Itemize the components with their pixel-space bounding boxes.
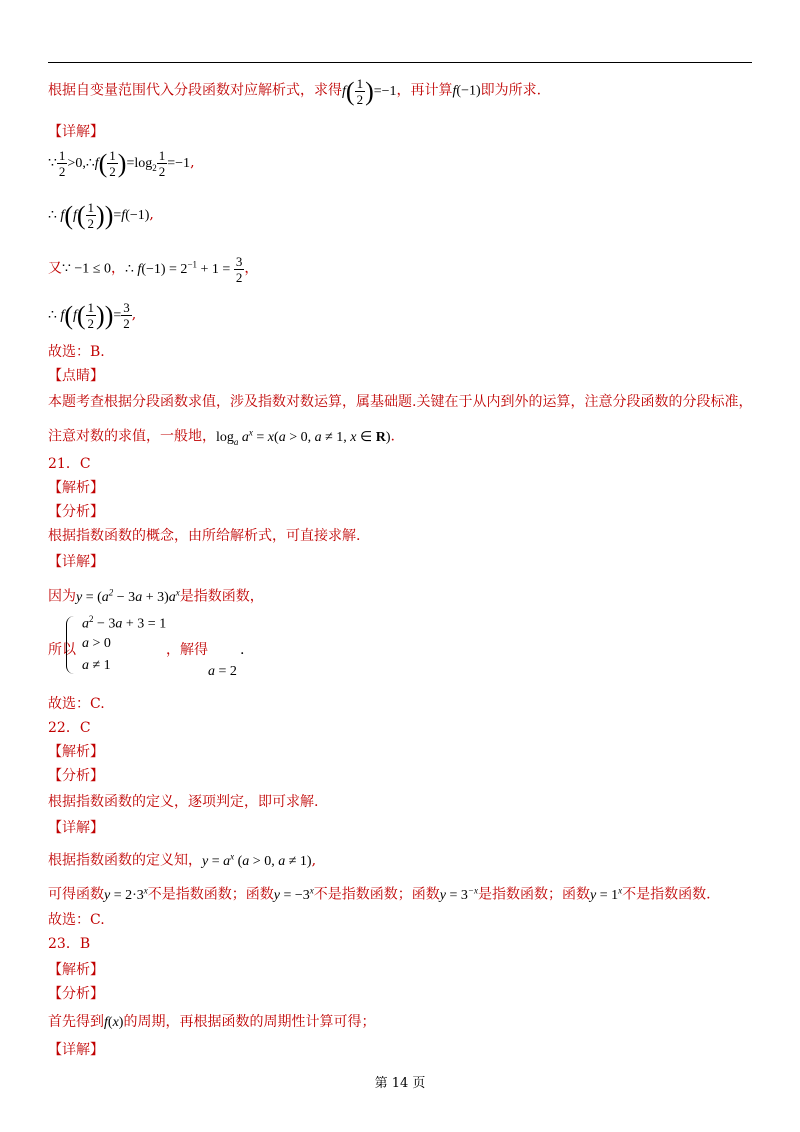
text: 根据指数函数的定义知， bbox=[48, 852, 202, 869]
math-line-3: 又∵ −1 ≤ 0，∴ $f(-1) = 2^{-1} + 1$ = $\frac{3}{2}$ ， bbox=[48, 254, 259, 285]
header-rule bbox=[48, 62, 752, 63]
formula-y4: $y = 1^x$ bbox=[590, 885, 623, 903]
formula-exp-def: $y = a^x$ (a > 0, a ≠ 1) bbox=[202, 851, 312, 869]
text: 根据自变量范围代入分段函数对应解析式，求得 bbox=[48, 82, 342, 99]
question-21-answer: 21．C bbox=[48, 456, 91, 472]
math-line-4: ∴ f(f( $\frac{1}{2}$ ))= $\frac{3}{2}$ , bbox=[48, 300, 137, 331]
answer-line: 故选：C. bbox=[48, 696, 105, 712]
answer-line: 故选：B. bbox=[48, 344, 105, 360]
formula-y2: $y = -3^x$ bbox=[273, 885, 314, 903]
analysis-text: 根据指数函数的概念，由所给解析式，可直接求解. bbox=[48, 528, 361, 544]
section-detail-heading: 【详解】 bbox=[48, 1042, 104, 1058]
formula-step3a: ∵ −1 ≤ 0 bbox=[62, 261, 111, 277]
formula-y1: $y = 2\cdot 3^x$ bbox=[104, 885, 148, 903]
section-sub-heading: 【分析】 bbox=[48, 986, 104, 1002]
page-number: 第 14 页 bbox=[374, 1076, 426, 1091]
text: 是指数函数；函数 bbox=[478, 886, 590, 903]
text: ，解得 bbox=[166, 642, 208, 658]
formula-exp-func: $y = (a^2 - 3a + 3)a^x$ bbox=[76, 587, 180, 605]
comment-text-2: 注意对数的求值，一般地，$\log_a a^x = x(a > 0$, a ≠ 1, x ∈ R). bbox=[48, 427, 395, 447]
text: 首先得到 bbox=[48, 1014, 104, 1030]
question-22-answer: 22．C bbox=[48, 720, 91, 736]
text: 不是指数函数；函数 bbox=[313, 886, 440, 903]
period-mark: . bbox=[240, 642, 245, 658]
formula-log-identity: $\log_a a^x = x(a > 0$, a ≠ 1, x ∈ R) bbox=[216, 427, 391, 447]
formula-step4: ∴ f(f( $\frac{1}{2}$ ))= $\frac{3}{2}$ bbox=[48, 300, 130, 331]
text: 因为 bbox=[48, 588, 76, 605]
formula-step1: ∵ $\frac{1}{2}$ >0,∴f( $\frac{1}{2}$ )$=\log_2$ $\frac{1}{2}$ =−1 bbox=[48, 148, 191, 179]
formula-a-eq-2: a = 2 bbox=[208, 664, 237, 679]
system-eq-2: a > 0 bbox=[82, 636, 111, 651]
text: 所以 bbox=[48, 642, 76, 658]
detail-line-1 bbox=[48, 582, 264, 608]
analysis-text: 根据指数函数的定义，逐项判定，即可求解. bbox=[48, 794, 319, 810]
formula-y3: $y = 3^{-x}$ bbox=[439, 885, 478, 903]
formula-f-neg1: f(−1) bbox=[452, 83, 481, 99]
text: 注意对数的求值，一般地， bbox=[48, 428, 216, 445]
section-analysis-heading: 【解析】 bbox=[48, 962, 104, 978]
system-brace bbox=[66, 616, 79, 674]
text: 即为所求. bbox=[480, 82, 542, 99]
analysis-text bbox=[48, 1012, 375, 1033]
system-eq-1: $a^2 - 3a + 3 = 1$ bbox=[82, 614, 167, 632]
section-analysis-heading: 【解析】 bbox=[48, 744, 104, 760]
detail-line-4 bbox=[48, 880, 711, 906]
text: 不是指数函数. bbox=[622, 886, 711, 903]
text: 的周期，再根据函数的周期性计算可得； bbox=[123, 1014, 376, 1030]
detail-line-3: 根据指数函数的定义知，$y = a^x$ (a > 0, a ≠ 1), bbox=[48, 851, 317, 869]
question-23-answer: 23．B bbox=[48, 936, 91, 952]
section-comment-heading: 【点睛】 bbox=[48, 368, 104, 384]
text: 不是指数函数；函数 bbox=[147, 886, 274, 903]
system-eq-3: a ≠ 1 bbox=[82, 658, 111, 673]
formula-step2: ∴ f(f( $\frac{1}{2}$ ))=f(−1) bbox=[48, 200, 150, 231]
section-detail-heading: 【详解】 bbox=[48, 554, 104, 570]
comment-text: 本题考查根据分段函数求值，涉及指数对数运算，属基础题.关键在于从内到外的运算，注意分段函数的分段标准， bbox=[48, 394, 753, 410]
formula-fx: f(x) bbox=[104, 1015, 124, 1030]
section-detail-heading: 【详解】 bbox=[48, 820, 104, 836]
section-analysis-heading: 【解析】 bbox=[48, 480, 104, 496]
section-sub-heading: 【分析】 bbox=[48, 768, 104, 784]
text: 可得函数 bbox=[48, 886, 104, 903]
formula-step3b: ∴ $f(-1) = 2^{-1} + 1$ = $\frac{3}{2}$ bbox=[125, 254, 243, 285]
text: ，再计算 bbox=[396, 82, 453, 99]
answer-line: 故选：C. bbox=[48, 912, 105, 928]
section-detail-heading: 【详解】 bbox=[48, 124, 104, 140]
text: 是指数函数， bbox=[179, 588, 264, 605]
formula-f-half: f( $\frac{1}{2}$ )=−1 bbox=[342, 76, 397, 107]
detail-line-2-solve bbox=[166, 640, 208, 660]
text: 又 bbox=[48, 260, 62, 277]
math-line-2: ∴ f(f( $\frac{1}{2}$ ))=f(−1), bbox=[48, 200, 154, 231]
section-sub-heading: 【分析】 bbox=[48, 504, 104, 520]
intro-line bbox=[48, 76, 541, 107]
math-line-1: ∵ $\frac{1}{2}$ >0,∴f( $\frac{1}{2}$ )$=\log_2$ $\frac{1}{2}$ =−1, bbox=[48, 148, 195, 179]
